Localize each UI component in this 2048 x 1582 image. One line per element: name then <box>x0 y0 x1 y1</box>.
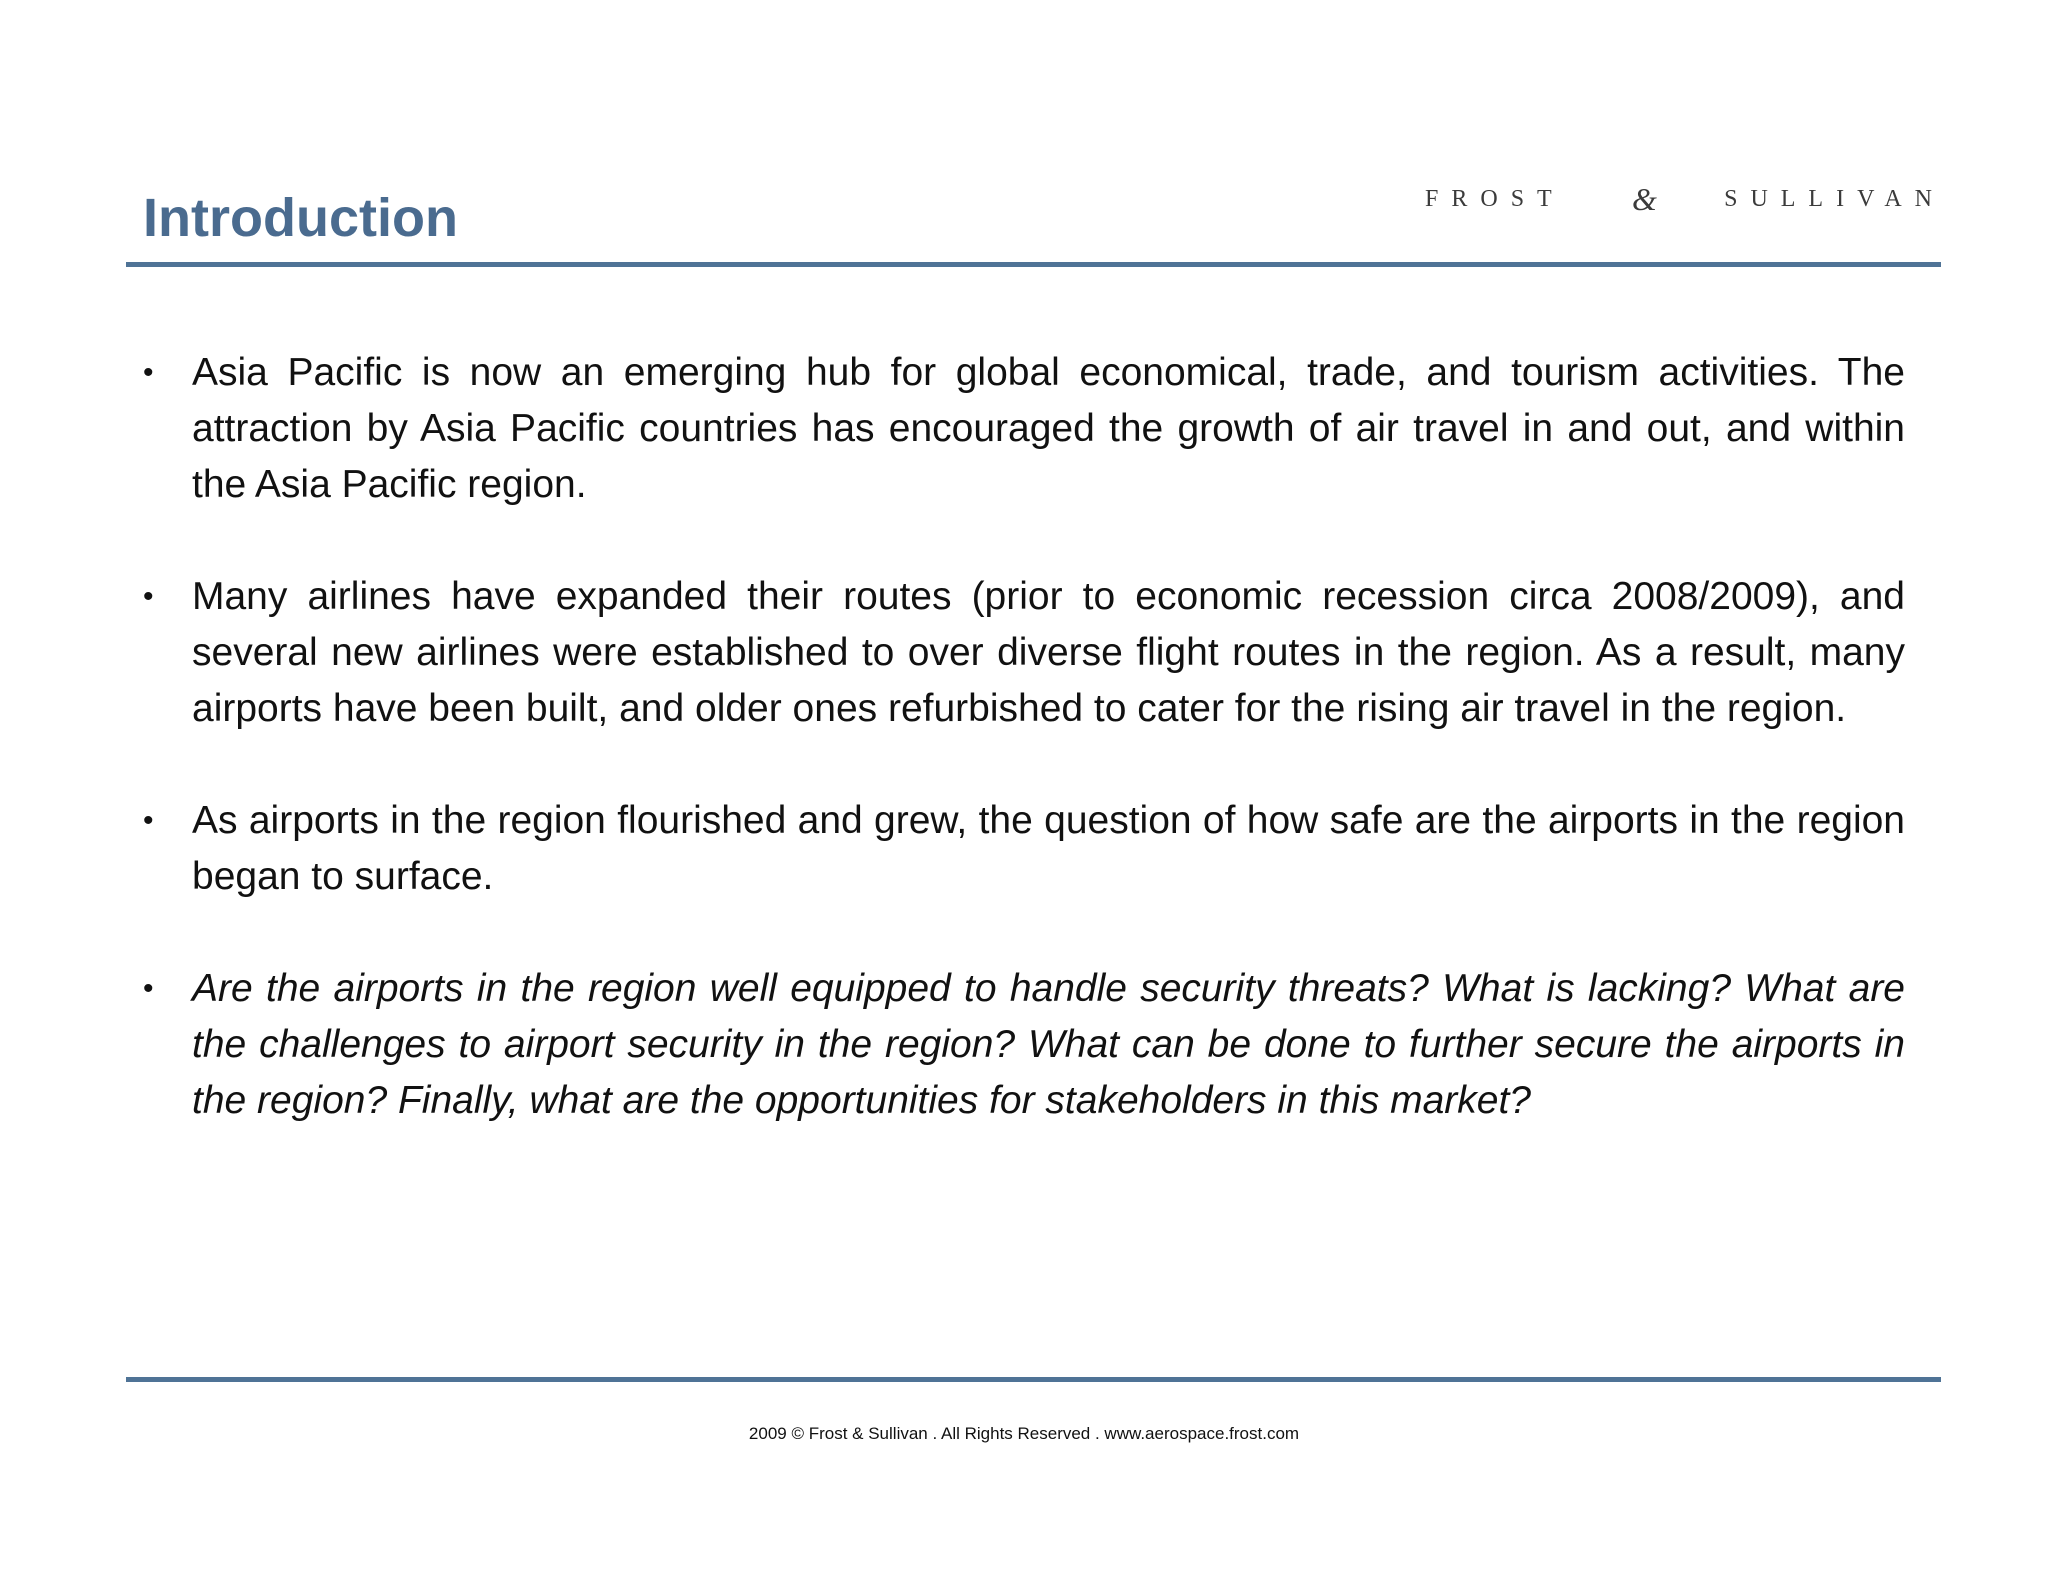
bullet-list <box>143 345 1905 1185</box>
bullet-dot-icon: • <box>143 804 154 837</box>
logo-word-sullivan: SULLIVAN <box>1724 185 1945 212</box>
bullet-item <box>143 961 1905 1129</box>
footer-copyright: 2009 © Frost & Sullivan . All Rights Reserved . www.aerospace.frost.com <box>748 1424 1300 1443</box>
page-title: Introduction <box>143 188 458 248</box>
logo-ampersand: & <box>1631 180 1657 217</box>
frost-sullivan-logo <box>1425 179 1945 219</box>
logo-word-frost: FROST <box>1425 185 1565 212</box>
bullet-item <box>143 793 1905 905</box>
bullet-item <box>143 569 1905 737</box>
footer-divider <box>126 1377 1941 1382</box>
bullet-text: As airports in the region flourished and grew, the question of how safe are the airports in the region began to surface. <box>192 799 1905 898</box>
bullet-text: Asia Pacific is now an emerging hub for global economical, trade, and tourism activities. The attraction by Asia Pacific countries has encouraged the growth of air travel in and out, and within the Asia Pacific region. <box>192 351 1905 506</box>
bullet-dot-icon: • <box>143 356 154 389</box>
bullet-text: Are the airports in the region well equipped to handle security threats? What is lacking? What are the challenges to airport security in the region? What can be done to further secure the airports in the region? Finally, what are the opportunities for stakeholders in this market? <box>192 967 1905 1122</box>
header-divider <box>126 262 1941 267</box>
bullet-dot-icon: • <box>143 580 154 613</box>
bullet-item <box>143 345 1905 513</box>
bullet-dot-icon: • <box>143 972 154 1005</box>
bullet-text: Many airlines have expanded their routes (prior to economic recession circa 2008/2009), and several new airlines were established to over diverse flight routes in the region. As a result, many airports have been built, and older ones refurbished to cater for the rising air travel in the region. <box>192 575 1905 730</box>
